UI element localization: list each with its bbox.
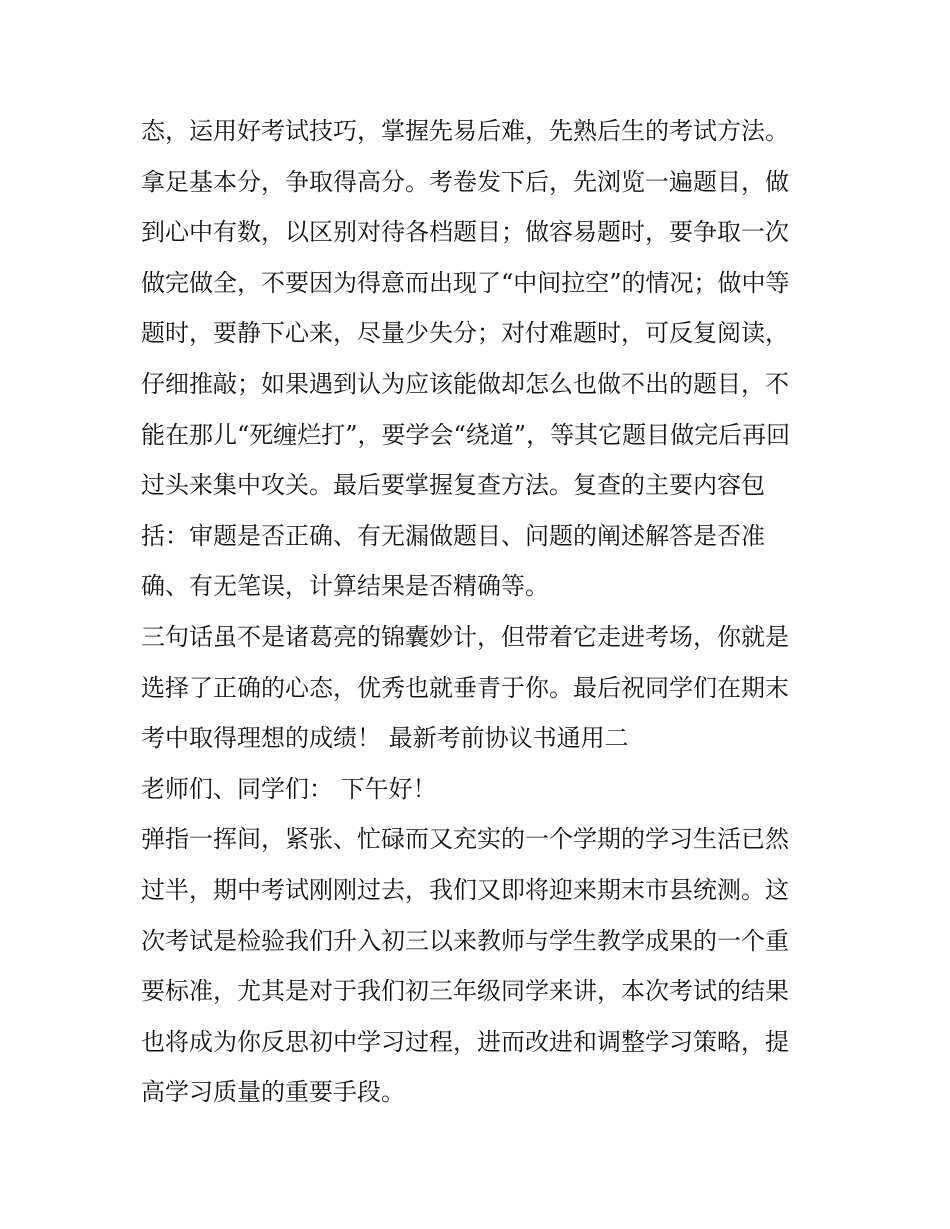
text-line: 也将成为你反思初中学习过程，进而改进和调整学习策略，提 — [141, 1027, 789, 1056]
text-line: 括：审题是否正确、有无漏做题目、问题的阐述解答是否准 — [141, 521, 765, 550]
text-line: 题时，要静下心来，尽量少失分；对付难题时，可反复阅读， — [141, 319, 789, 348]
text-line: 过头来集中攻关。最后要掌握复查方法。复查的主要内容包 — [141, 471, 765, 500]
text-line: 确、有无笔误，计算结果是否精确等。 — [141, 572, 549, 601]
text-line: 三句话虽不是诸葛亮的锦囊妙计，但带着它走进考场，你就是 — [141, 622, 789, 651]
document-body — [141, 106, 816, 1118]
text-line: 高学习质量的重要手段。 — [141, 1078, 405, 1107]
text-line: 拿足基本分，争取得高分。考卷发下后，先浏览一遍题目，做 — [141, 167, 789, 196]
greeting-line: 老师们、同学们： 下午好！ — [141, 774, 437, 803]
text-line: 要标准，尤其是对于我们初三年级同学来讲，本次考试的结果 — [141, 977, 789, 1006]
text-line: 过半，期中考试刚刚过去，我们又即将迎来期末市县统测。这 — [141, 875, 789, 904]
text-line: 态，运用好考试技巧，掌握先易后难，先熟后生的考试方法。 — [141, 117, 789, 145]
text-line: 做完做全，不要因为得意而出现了“中间拉空”的情况；做中等 — [141, 268, 790, 297]
text-line: 次考试是检验我们升入初三以来教师与学生教学成果的一个重 — [141, 926, 789, 955]
text-line: 弹指一挥间，紧张、忙碌而又充实的一个学期的学习生活已然 — [141, 825, 789, 854]
text-line: 到心中有数，以区别对待各档题目；做容易题时，要争取一次 — [141, 218, 789, 247]
text-line: 仔细推敲；如果遇到认为应该能做却怎么也做不出的题目，不 — [141, 369, 789, 398]
text-line: 能在那儿“死缠烂打”，要学会“绕道”，等其它题目做完后再回 — [141, 420, 791, 449]
text-line: 考中取得理想的成绩！ 最新考前协议书通用二 — [141, 724, 629, 753]
text-line: 选择了正确的心态，优秀也就垂青于你。最后祝同学们在期末 — [141, 673, 789, 702]
